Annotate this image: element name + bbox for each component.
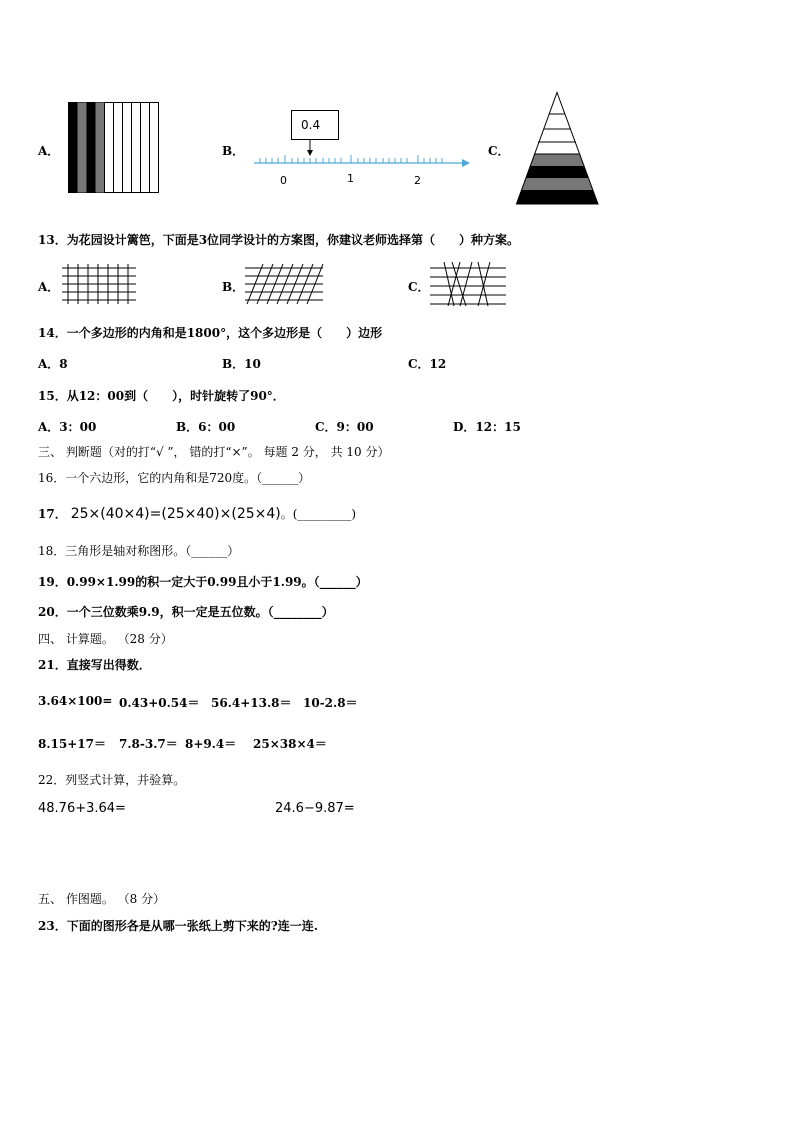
section-5-heading: 五、 作图题。 （8 分） xyxy=(38,892,166,906)
numberline-value: 0.4 xyxy=(301,118,321,132)
q15-option-c: C．9：00 xyxy=(315,420,374,434)
question-18: 18．三角形是轴对称图形。（______） xyxy=(38,544,240,558)
question-17-blank: 。(_________) xyxy=(280,507,357,521)
q13-option-c-fence xyxy=(430,262,508,306)
q12-option-c-figure xyxy=(516,92,600,206)
question-17-expression: 25×(40×4)=(25×40)×(25×4) xyxy=(70,506,281,522)
section-4-heading: 四、 计算题。 （28 分） xyxy=(38,632,173,646)
question-20: 20．一个三位数乘9.9，积一定是五位数。（________） xyxy=(38,605,334,619)
q15-option-a: A．3：00 xyxy=(38,420,97,434)
q21-item-4: 10-2.8＝ xyxy=(303,696,358,710)
question-19: 19．0.99×1.99的积一定大于0.99且小于1.99。（______） xyxy=(38,575,368,589)
q21-item-1: 3.64×100= xyxy=(38,694,113,708)
q14-option-c: C．12 xyxy=(408,357,447,371)
q22-expression-2: 24.6−9.87= xyxy=(275,801,355,816)
question-14: 14．一个多边形的内角和是1800°，这个多边形是（ ）边形 xyxy=(38,326,383,340)
q21-item-8: 25×38×4＝ xyxy=(253,737,327,751)
question-16: 16．一个六边形，它的内角和是720度。（______） xyxy=(38,471,311,485)
q21-item-2: 0.43+0.54＝ xyxy=(119,696,200,710)
q21-item-5: 8.15+17＝ xyxy=(38,737,106,751)
section-3-heading: 三、 判断题（对的打“√ ”， 错的打“×”。 每题 2 分， 共 10 分） xyxy=(38,445,390,459)
numberline-tick-2: 2 xyxy=(414,174,421,187)
question-21: 21．直接写出得数． xyxy=(38,658,151,672)
q13-option-b-label: B． xyxy=(222,280,245,294)
q12-option-a-figure xyxy=(68,102,160,194)
q22-expression-1: 48.76+3.64= xyxy=(38,801,126,816)
numberline-value-box xyxy=(291,110,339,140)
q15-option-b: B．6：00 xyxy=(176,420,236,434)
q15-option-d: D．12：15 xyxy=(453,420,521,434)
q21-item-3: 56.4+13.8＝ xyxy=(211,696,292,710)
q14-option-b: B．10 xyxy=(222,357,261,371)
question-15: 15．从12：00到（ ），时针旋转了90°． xyxy=(38,389,285,403)
q13-option-c-label: C． xyxy=(408,280,430,294)
question-22: 22．列竖式计算，并验算。 xyxy=(38,773,186,787)
question-13: 13．为花园设计篱笆，下面是3位同学设计的方案图，你建议老师选择第（ ）种方案。 xyxy=(38,233,520,247)
question-17-number: 17． xyxy=(38,507,67,521)
q13-option-a-label: A． xyxy=(38,280,60,294)
q12-option-b-label: B． xyxy=(222,144,245,158)
q14-option-a: A．8 xyxy=(38,357,68,371)
numberline-tick-1: 1 xyxy=(347,172,354,185)
q21-item-6: 7.8-3.7＝ xyxy=(119,737,178,751)
q13-option-a-fence xyxy=(62,264,138,304)
question-23: 23．下面的图形各是从哪一张纸上剪下来的?连一连. xyxy=(38,919,318,933)
question-17 xyxy=(38,503,356,522)
numberline-figure xyxy=(252,138,472,172)
q12-option-c-label: C． xyxy=(488,144,510,158)
q12-option-a-label: A． xyxy=(38,144,60,158)
numberline-tick-0: 0 xyxy=(280,174,287,187)
q21-item-7: 8+9.4＝ xyxy=(185,737,237,751)
q13-option-b-fence xyxy=(245,264,325,304)
